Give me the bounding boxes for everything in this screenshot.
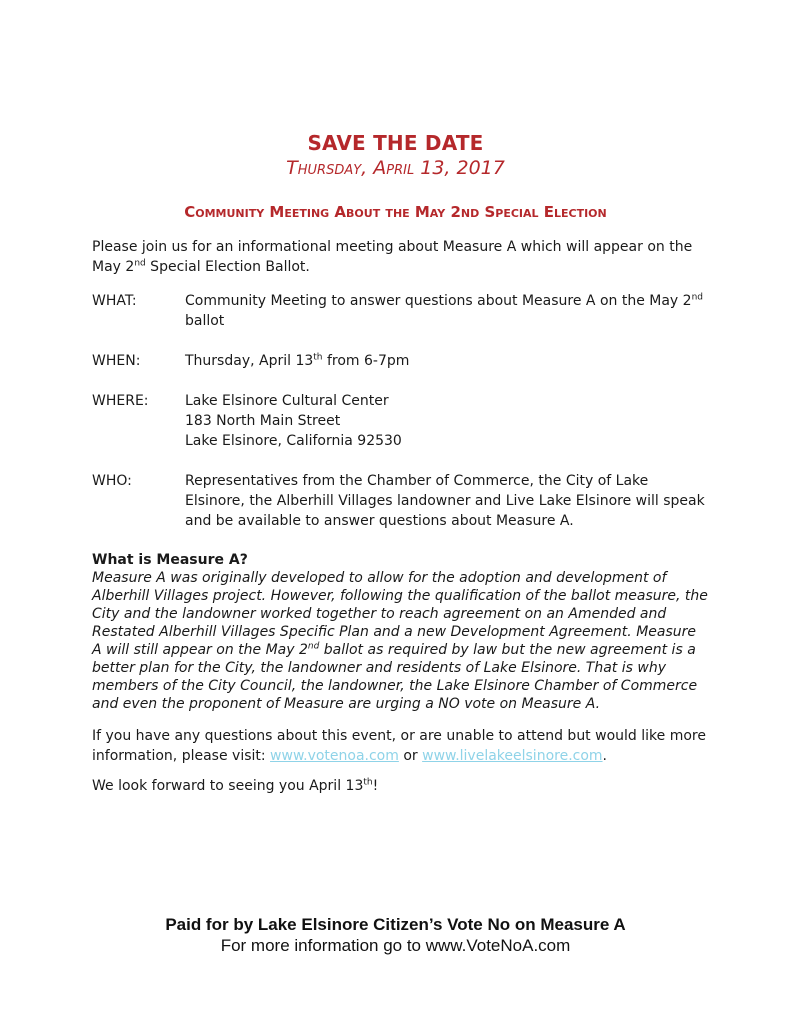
who-value: Representatives from the Chamber of Commerce, the City of Lake Elsinore, the Alberhill Villages landowner and Live Lake Elsinore will speak and be available to answer questions about Measure A.: [185, 473, 705, 529]
page-title: SAVE THE DATE: [307, 131, 484, 155]
votenoa-link[interactable]: www.votenoa.com: [270, 748, 399, 764]
contact-paragraph: If you have any questions about this event, or are unable to attend but would like more information, please visit: www.votenoa.com or www.livelakeelsinore.com.: [92, 728, 706, 764]
paid-for-notice: Paid for by Lake Elsinore Citizen’s Vote No on Measure A: [165, 915, 626, 934]
closing-line: We look forward to seeing you April 13th!: [92, 777, 379, 794]
address-line: Lake Elsinore, California 92530: [185, 433, 402, 449]
intro-line: Please join us for an informational meeting about Measure A which will appear on the: [92, 239, 693, 255]
measure-a-section: [92, 551, 708, 713]
when-value: Thursday, April 13th from 6-7pm: [185, 352, 410, 369]
more-info-line: For more information go to www.VoteNoA.com: [220, 936, 571, 955]
what-value: Community Meeting to answer questions about Measure A on the May 2nd ballot: [185, 292, 703, 329]
measure-a-title: What is Measure A?: [92, 552, 248, 568]
address-line: 183 North Main Street: [185, 413, 341, 429]
intro-paragraph: [92, 237, 712, 277]
who-label: WHO:: [92, 473, 132, 489]
measure-a-body: Measure A was originally developed to allow for the adoption and development of Alberhill Villages project. However, following the qualification of the ballot measure, the City and the landowner worked together to reach agreement on an Amended and Restated Alberhill Villages Specific Plan and a new Development Agreement. Measure A will still appear on the May 2nd ballot as required by law but the new agreement is a better plan for the City, the landowner and residents of Lake Elsinore. That is why members of the City Council, the landowner, the Lake Elsinore Chamber of Commerce and even the proponent of Measure are urging a NO vote on Measure A.: [92, 570, 708, 712]
livelakeelsinore-link[interactable]: www.livelakeelsinore.com: [422, 748, 603, 764]
event-date: Thursday, April 13, 2017: [286, 157, 505, 179]
address-line: Lake Elsinore Cultural Center: [185, 393, 389, 409]
where-label: WHERE:: [92, 393, 149, 409]
when-label: WHEN:: [92, 353, 141, 369]
section-heading: Community Meeting About the May 2nd Special Election: [184, 203, 607, 221]
where-value: [185, 391, 705, 451]
intro-line: May 2nd Special Election Ballot.: [92, 258, 310, 275]
what-label: WHAT:: [92, 293, 137, 309]
